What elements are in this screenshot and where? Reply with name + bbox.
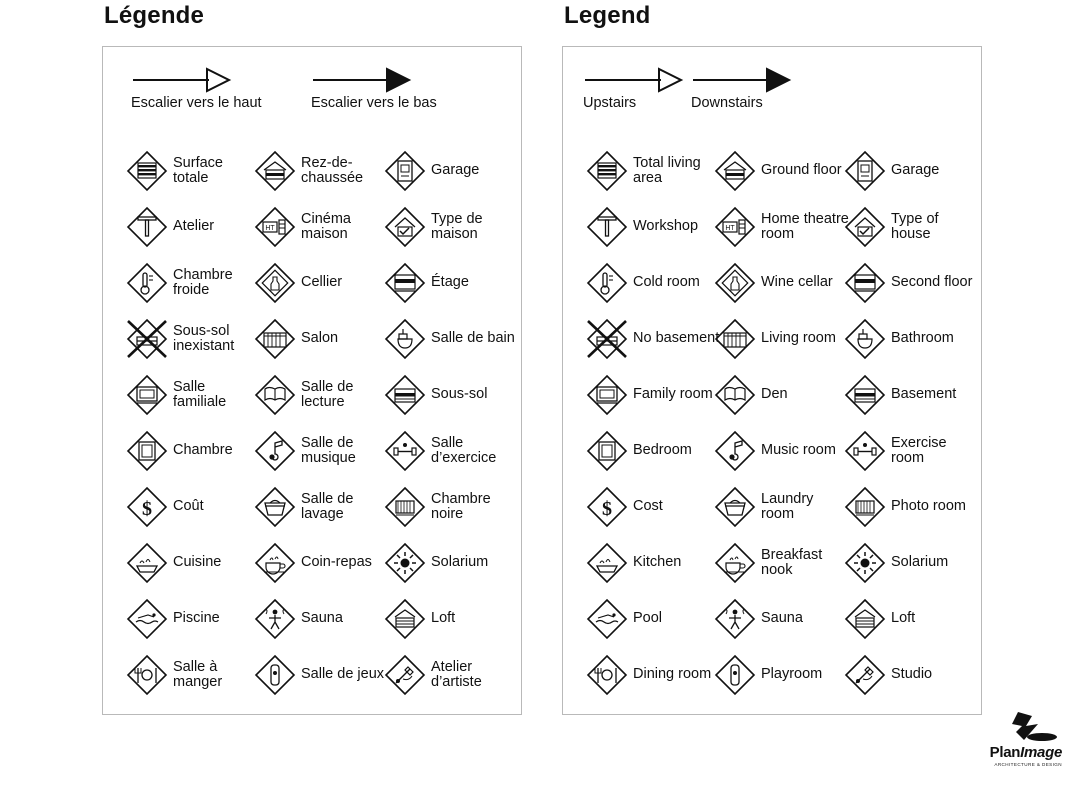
family-room-icon bbox=[585, 373, 629, 417]
legend-item bbox=[383, 367, 519, 423]
legend-item-label: Salon bbox=[301, 330, 339, 347]
legend-item bbox=[585, 423, 721, 479]
planimage-logo bbox=[946, 710, 1062, 767]
legend-item-label: Family room bbox=[633, 386, 713, 403]
legend-item-label: Cinéma maison bbox=[301, 210, 351, 242]
breakfast-nook-icon bbox=[713, 541, 757, 585]
legend-item-label: Cellier bbox=[301, 274, 343, 291]
family-room-icon bbox=[125, 373, 169, 417]
legend-item bbox=[125, 591, 261, 647]
type-of-house-icon bbox=[843, 205, 887, 249]
dining-room-icon bbox=[585, 653, 629, 697]
svg-text:$: $ bbox=[142, 498, 152, 520]
legend-item bbox=[253, 535, 389, 591]
legend-item-label: Den bbox=[761, 386, 788, 403]
legend-item bbox=[713, 647, 849, 703]
legend-item bbox=[843, 479, 979, 535]
laundry-room-icon bbox=[713, 485, 757, 529]
legend-item bbox=[843, 423, 979, 479]
legend-column-2-en bbox=[713, 143, 849, 703]
cost-icon bbox=[585, 485, 629, 529]
legend-item bbox=[253, 199, 389, 255]
legend-item bbox=[843, 311, 979, 367]
logo-name-plan: Plan bbox=[989, 744, 1021, 761]
legend-item-label: Garage bbox=[891, 162, 940, 179]
legend-item bbox=[125, 367, 261, 423]
bathroom-icon bbox=[383, 317, 427, 361]
legend-item-label: Salle d’exercice bbox=[431, 434, 497, 466]
pool-icon bbox=[585, 597, 629, 641]
arrow-solid-right-icon bbox=[691, 63, 795, 93]
second-floor-icon bbox=[843, 261, 887, 305]
arrow-outline-right-icon bbox=[131, 63, 262, 93]
legend-item bbox=[585, 367, 721, 423]
page-title-en: Legend bbox=[564, 2, 651, 29]
legend-column-2-fr bbox=[253, 143, 389, 703]
legend-item-label: Home theatre room bbox=[761, 210, 849, 242]
legend-item bbox=[585, 311, 721, 367]
legend-column-1-fr bbox=[125, 143, 261, 703]
legend-item-label: Playroom bbox=[761, 666, 823, 683]
legend-item-label: Bedroom bbox=[633, 442, 692, 459]
legend-item bbox=[383, 647, 519, 703]
home-theatre-icon bbox=[713, 205, 757, 249]
arrow-solid-right-icon bbox=[311, 63, 437, 93]
legend-item-label: Coin-repas bbox=[301, 554, 372, 571]
legend-item bbox=[713, 143, 849, 199]
bedroom-icon bbox=[125, 429, 169, 473]
legend-item-label: Salle de lecture bbox=[301, 378, 354, 410]
sauna-icon bbox=[713, 597, 757, 641]
legend-item bbox=[843, 591, 979, 647]
stairs-down-label-en: Downstairs bbox=[691, 95, 763, 111]
legend-item-label: Wine cellar bbox=[761, 274, 833, 291]
legend-item-label: Chambre froide bbox=[173, 266, 233, 298]
legend-item-label: Bathroom bbox=[891, 330, 954, 347]
wine-cellar-icon bbox=[253, 261, 297, 305]
legend-item-label: Salle de musique bbox=[301, 434, 356, 466]
legend-item-label: Music room bbox=[761, 442, 836, 459]
legend-column-1-en bbox=[585, 143, 721, 703]
legend-item-label: Total living area bbox=[633, 154, 701, 186]
no-basement-icon bbox=[585, 317, 629, 361]
legend-item-label: Chambre bbox=[173, 442, 233, 459]
bedroom-icon bbox=[585, 429, 629, 473]
dining-room-icon bbox=[125, 653, 169, 697]
legend-item bbox=[585, 647, 721, 703]
legend-item-label: Sous-sol bbox=[431, 386, 488, 403]
legend-item bbox=[253, 367, 389, 423]
legend-item-label: Sauna bbox=[761, 610, 803, 627]
breakfast-nook-icon bbox=[253, 541, 297, 585]
legend-item-label: Sauna bbox=[301, 610, 343, 627]
legend-item bbox=[585, 591, 721, 647]
legend-panel-fr bbox=[102, 46, 522, 715]
legend-item bbox=[125, 479, 261, 535]
legend-item-label: Loft bbox=[431, 610, 456, 627]
legend-item bbox=[383, 255, 519, 311]
legend-item bbox=[585, 199, 721, 255]
legend-item-label: Chambre noire bbox=[431, 490, 491, 522]
studio-icon bbox=[383, 653, 427, 697]
stairs-up-label-fr: Escalier vers le haut bbox=[131, 95, 262, 111]
photo-room-icon bbox=[843, 485, 887, 529]
sauna-icon bbox=[253, 597, 297, 641]
legend-item-label: Salle à manger bbox=[173, 658, 223, 690]
cost-icon bbox=[125, 485, 169, 529]
legend-item-label: Loft bbox=[891, 610, 916, 627]
legend-item-label: Sous-sol inexistant bbox=[173, 322, 235, 354]
legend-item bbox=[383, 143, 519, 199]
legend-item bbox=[383, 311, 519, 367]
legend-item-label: Salle de bain bbox=[431, 330, 515, 347]
legend-item-label: Second floor bbox=[891, 274, 973, 291]
legend-item bbox=[253, 479, 389, 535]
legend-item-label: Workshop bbox=[633, 218, 699, 235]
legend-item bbox=[585, 479, 721, 535]
legend-item-label: Photo room bbox=[891, 498, 966, 515]
legend-item bbox=[125, 647, 261, 703]
legend-item bbox=[585, 255, 721, 311]
logo-mark-icon bbox=[946, 710, 1062, 744]
wine-cellar-icon bbox=[713, 261, 757, 305]
stairs-row-en bbox=[563, 63, 981, 135]
legend-item bbox=[713, 367, 849, 423]
legend-item bbox=[713, 591, 849, 647]
legend-item-label: Rez-de-chaussée bbox=[301, 154, 364, 186]
music-room-icon bbox=[253, 429, 297, 473]
legend-item-label: Laundry room bbox=[761, 490, 814, 522]
legend-panel-en bbox=[562, 46, 982, 715]
legend-item bbox=[713, 423, 849, 479]
legend-item bbox=[383, 199, 519, 255]
legend-item bbox=[383, 479, 519, 535]
legend-item bbox=[253, 647, 389, 703]
legend-item-label: Étage bbox=[431, 274, 469, 291]
basement-icon bbox=[383, 373, 427, 417]
legend-item-label: Cuisine bbox=[173, 554, 222, 571]
legend-item bbox=[253, 311, 389, 367]
laundry-room-icon bbox=[253, 485, 297, 529]
legend-item bbox=[713, 535, 849, 591]
playroom-icon bbox=[253, 653, 297, 697]
legend-item bbox=[383, 423, 519, 479]
living-room-icon bbox=[253, 317, 297, 361]
legend-item bbox=[713, 199, 849, 255]
legend-item bbox=[843, 255, 979, 311]
total-area-icon bbox=[585, 149, 629, 193]
workshop-icon bbox=[125, 205, 169, 249]
legend-item bbox=[585, 143, 721, 199]
loft-icon bbox=[383, 597, 427, 641]
legend-item bbox=[585, 535, 721, 591]
legend-column-3-fr bbox=[383, 143, 519, 703]
ground-floor-icon bbox=[253, 149, 297, 193]
stairs-down-item-en bbox=[691, 63, 795, 111]
legend-item-label: Living room bbox=[761, 330, 836, 347]
legend-item-label: Piscine bbox=[173, 610, 220, 627]
svg-text:$: $ bbox=[602, 498, 612, 520]
svg-text:HT: HT bbox=[725, 225, 735, 232]
basement-icon bbox=[843, 373, 887, 417]
legend-item bbox=[843, 143, 979, 199]
legend-item bbox=[843, 647, 979, 703]
legend-item-label: Type de maison bbox=[431, 210, 483, 242]
kitchen-icon bbox=[585, 541, 629, 585]
legend-item-label: Surface totale bbox=[173, 154, 223, 186]
legend-item-label: Pool bbox=[633, 610, 663, 627]
garage-icon bbox=[843, 149, 887, 193]
svg-text:HT: HT bbox=[265, 225, 275, 232]
legend-item-label: Salle de lavage bbox=[301, 490, 354, 522]
cold-room-icon bbox=[125, 261, 169, 305]
legend-item-label: Solarium bbox=[431, 554, 489, 571]
bathroom-icon bbox=[843, 317, 887, 361]
page-title-fr: Légende bbox=[104, 2, 205, 29]
legend-item-label: Cold room bbox=[633, 274, 700, 291]
legend-item bbox=[843, 367, 979, 423]
legend-item-label: Atelier bbox=[173, 218, 215, 235]
no-basement-icon bbox=[125, 317, 169, 361]
legend-item bbox=[253, 255, 389, 311]
music-room-icon bbox=[713, 429, 757, 473]
legend-item-label: Cost bbox=[633, 498, 663, 515]
stairs-down-label-fr: Escalier vers le bas bbox=[311, 95, 437, 111]
exercise-room-icon bbox=[843, 429, 887, 473]
legend-item bbox=[713, 255, 849, 311]
legend-item-label: Ground floor bbox=[761, 162, 842, 179]
legend-item-label: Type of house bbox=[891, 210, 939, 242]
legend-item bbox=[125, 423, 261, 479]
stairs-row-fr bbox=[103, 63, 521, 135]
legend-item-label: Exercise room bbox=[891, 434, 947, 466]
legend-item-label: Atelier d’artiste bbox=[431, 658, 482, 690]
legend-item bbox=[253, 591, 389, 647]
legend-item-label: Coût bbox=[173, 498, 204, 515]
pool-icon bbox=[125, 597, 169, 641]
playroom-icon bbox=[713, 653, 757, 697]
legend-item bbox=[125, 535, 261, 591]
workshop-icon bbox=[585, 205, 629, 249]
stairs-up-item-fr bbox=[131, 63, 262, 111]
solarium-icon bbox=[843, 541, 887, 585]
legend-item bbox=[713, 311, 849, 367]
stairs-up-label-en: Upstairs bbox=[583, 95, 637, 111]
legend-item bbox=[713, 479, 849, 535]
home-theatre-icon bbox=[253, 205, 297, 249]
legend-item bbox=[253, 143, 389, 199]
cold-room-icon bbox=[585, 261, 629, 305]
legend-item-label: Basement bbox=[891, 386, 957, 403]
legend-item-label: Dining room bbox=[633, 666, 712, 683]
legend-item-label: No basement bbox=[633, 330, 720, 347]
stairs-up-item-en bbox=[583, 63, 687, 111]
total-area-icon bbox=[125, 149, 169, 193]
legend-item bbox=[125, 311, 261, 367]
garage-icon bbox=[383, 149, 427, 193]
legend-item bbox=[383, 535, 519, 591]
legend-item-label: Studio bbox=[891, 666, 933, 683]
legend-column-3-en bbox=[843, 143, 979, 703]
legend-item-label: Salle de jeux bbox=[301, 666, 385, 683]
den-icon bbox=[253, 373, 297, 417]
legend-item-label: Garage bbox=[431, 162, 480, 179]
legend-item bbox=[843, 199, 979, 255]
solarium-icon bbox=[383, 541, 427, 585]
stairs-down-item-fr bbox=[311, 63, 437, 111]
type-of-house-icon bbox=[383, 205, 427, 249]
logo-tagline: ARCHITECTURE & DESIGN bbox=[994, 762, 1062, 767]
legend-item bbox=[125, 255, 261, 311]
logo-name-image: Image bbox=[1020, 744, 1062, 761]
legend-item bbox=[383, 591, 519, 647]
second-floor-icon bbox=[383, 261, 427, 305]
legend-item bbox=[125, 199, 261, 255]
den-icon bbox=[713, 373, 757, 417]
logo-name bbox=[946, 744, 1062, 761]
loft-icon bbox=[843, 597, 887, 641]
legend-item-label: Salle familiale bbox=[173, 378, 227, 410]
legend-item bbox=[253, 423, 389, 479]
ground-floor-icon bbox=[713, 149, 757, 193]
arrow-outline-right-icon bbox=[583, 63, 687, 93]
legend-item-label: Breakfast nook bbox=[761, 546, 823, 578]
studio-icon bbox=[843, 653, 887, 697]
living-room-icon bbox=[713, 317, 757, 361]
legend-item bbox=[843, 535, 979, 591]
photo-room-icon bbox=[383, 485, 427, 529]
legend-item-label: Kitchen bbox=[633, 554, 682, 571]
kitchen-icon bbox=[125, 541, 169, 585]
exercise-room-icon bbox=[383, 429, 427, 473]
legend-item-label: Solarium bbox=[891, 554, 949, 571]
legend-item bbox=[125, 143, 261, 199]
